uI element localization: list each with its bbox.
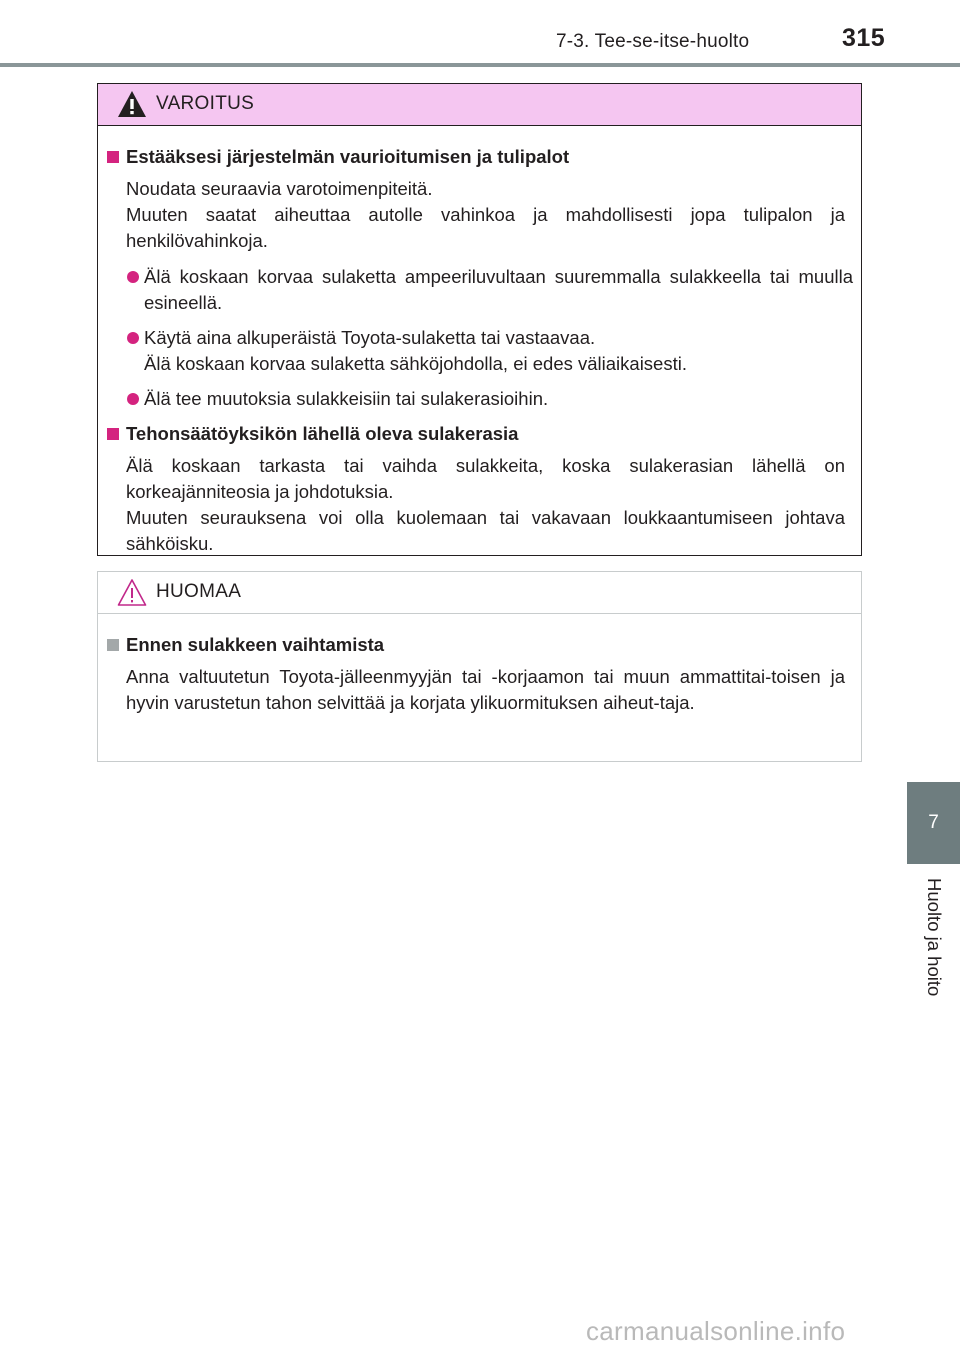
- caution-box-title: HUOMAA: [156, 581, 242, 602]
- round-bullet-icon: [127, 271, 139, 283]
- caution-box: [97, 571, 862, 762]
- warning-box-header: [98, 84, 861, 126]
- watermark: carmanualsonline.info: [586, 1316, 846, 1346]
- chapter-label: Huolto ja hoito: [924, 878, 945, 997]
- bullet-text: Käytä aina alkuperäistä Toyota-sulaketta tai vastaavaa.: [144, 327, 596, 348]
- section-title: 7-3. Tee-se-itse-huolto: [556, 31, 750, 52]
- bullet-text: Älä tee muutoksia sulakkeisiin tai sulakerasioihin.: [144, 388, 549, 409]
- round-bullet-icon: [127, 393, 139, 405]
- section-heading: [104, 632, 853, 658]
- header-divider: [0, 63, 960, 67]
- warning-box: [97, 83, 862, 556]
- section-heading-text: Tehonsäätöyksikön lähellä oleva sulakerasia: [126, 423, 519, 444]
- round-bullet-icon: [127, 332, 139, 344]
- paragraph-line: Muuten saatat aiheuttaa autolle vahinkoa ja mahdollisesti jopa tulipalon ja henkilövahinkoja.: [126, 204, 845, 251]
- section-heading: [104, 421, 853, 447]
- bullet-item: [104, 264, 853, 316]
- section-heading-text: Ennen sulakkeen vaihtamista: [126, 634, 385, 655]
- warning-box-body: [98, 126, 861, 567]
- paragraph-line: Noudata seuraavia varotoimenpiteitä.: [126, 178, 433, 199]
- square-bullet-icon: [107, 151, 119, 163]
- warning-triangle-filled-icon: [116, 88, 148, 120]
- caution-triangle-outline-icon: [116, 576, 148, 608]
- bullet-text-continuation: Älä koskaan korvaa sulaketta sähköjohdolla, ei edes väliaikaisesti.: [144, 353, 687, 374]
- paragraph: [104, 453, 853, 557]
- square-bullet-icon: [107, 428, 119, 440]
- square-bullet-icon: [107, 639, 119, 651]
- section-heading-text: Estääksesi järjestelmän vaurioitumisen ja tulipalot: [126, 146, 570, 167]
- bullet-text: Älä koskaan korvaa sulaketta ampeeriluvultaan suuremmalla sulakkeella tai muulla esineellä.: [144, 266, 853, 313]
- paragraph: [104, 664, 853, 716]
- chapter-tab[interactable]: 7: [907, 782, 960, 864]
- caution-box-header: [98, 572, 861, 614]
- paragraph-line: Anna valtuutetun Toyota-jälleenmyyjän tai -korjaamon tai muun ammattitai-toisen ja hyvin varustetun tahon selvittää ja korjata ylikuormituksen aiheut-taja.: [126, 666, 845, 713]
- paragraph-line: Muuten seurauksena voi olla kuolemaan tai vakavaan loukkaantumiseen johtava sähköisku.: [126, 507, 845, 554]
- bullet-item: [104, 386, 853, 412]
- caution-box-body: [98, 614, 861, 726]
- paragraph-line: Älä koskaan tarkasta tai vaihda sulakkeita, koska sulakerasian lähellä on korkeajänniteosia ja johdotuksia.: [126, 455, 845, 502]
- section-heading: [104, 144, 853, 170]
- page-number: 315: [842, 24, 886, 52]
- paragraph: [104, 176, 853, 254]
- warning-box-title: VAROITUS: [156, 93, 255, 114]
- bullet-item: [104, 325, 853, 377]
